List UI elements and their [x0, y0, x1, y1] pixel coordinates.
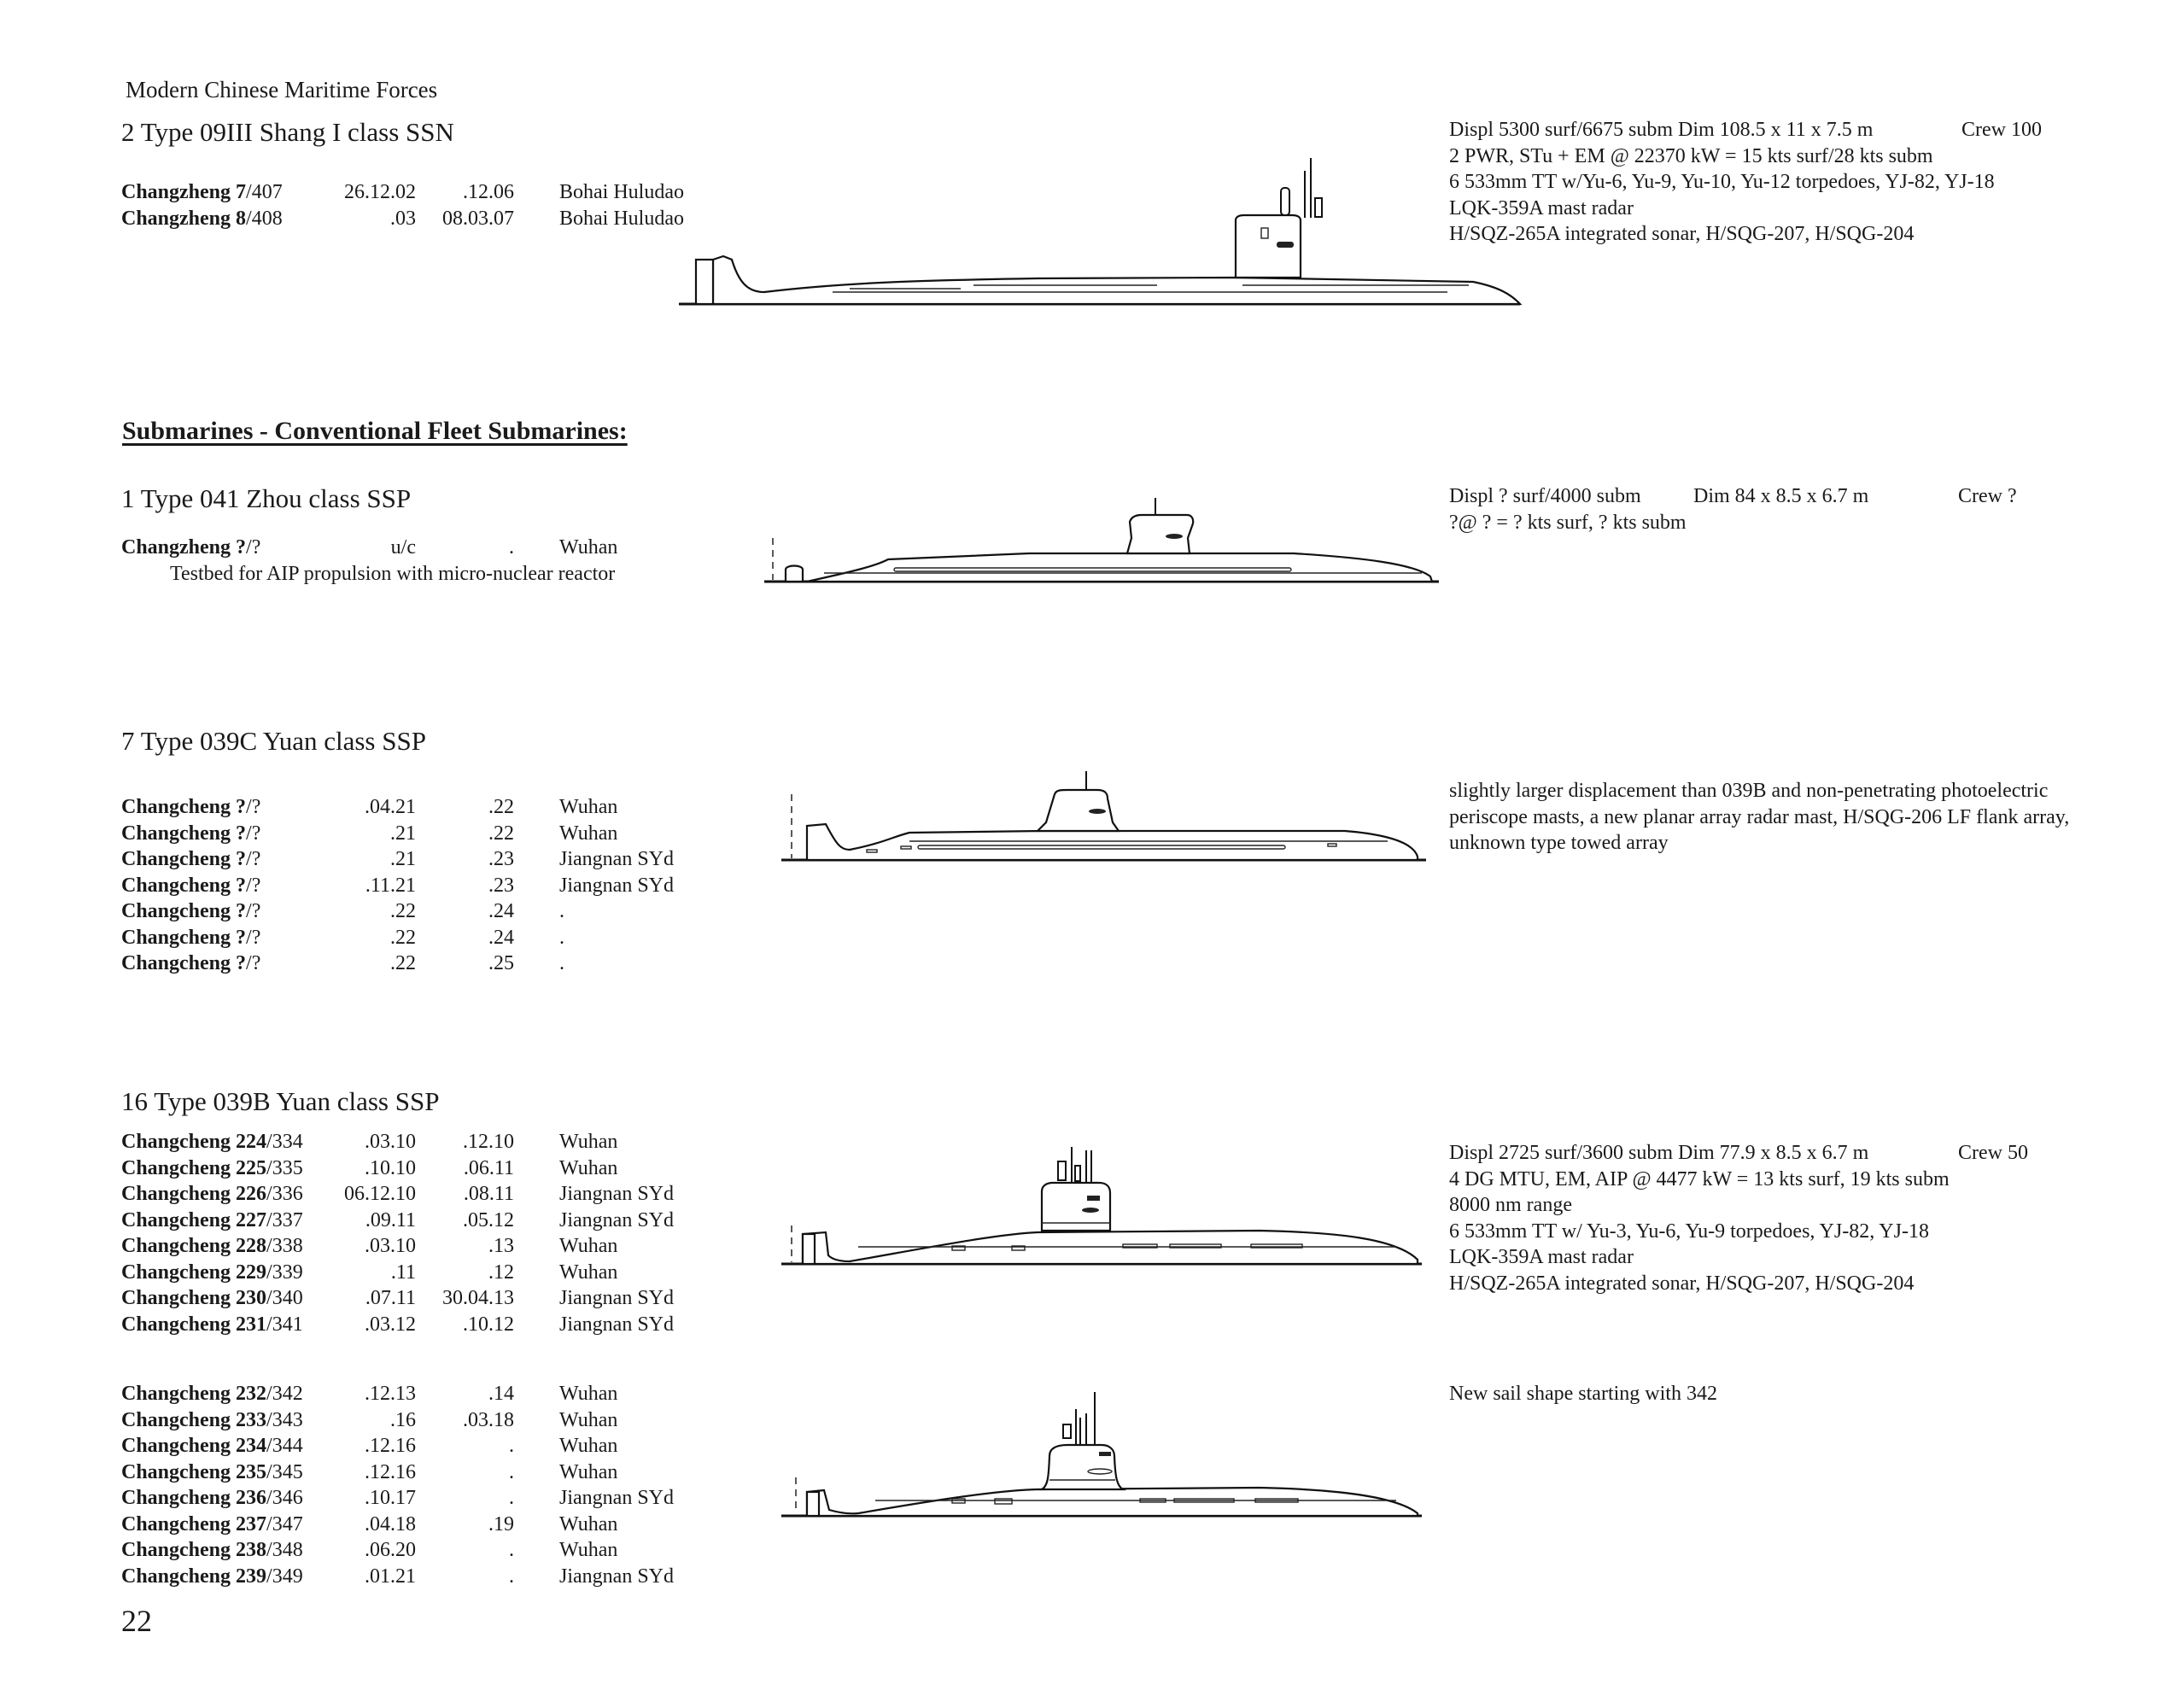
laid-down-date: .12.16	[365, 1460, 416, 1483]
laid-down-date: .11.21	[365, 874, 416, 897]
table-row	[121, 1233, 804, 1260]
table-row	[121, 1285, 804, 1312]
shipyard: Jiangnan SYd	[559, 1487, 674, 1509]
ship-name: Changzheng 7/407	[121, 181, 283, 203]
spec-block-yuan-b	[1449, 1140, 2028, 1296]
ship-name: Changcheng ?/?	[121, 822, 261, 845]
ship-name: Changcheng ?/?	[121, 796, 261, 818]
commission-date: .06.11	[463, 1156, 514, 1179]
ship-name: Changcheng 226/336	[121, 1183, 303, 1205]
laid-down-date: .11	[390, 1261, 416, 1284]
shipyard: Wuhan	[559, 1156, 618, 1179]
commission-date: .03.18	[463, 1408, 514, 1431]
table-row	[121, 898, 804, 925]
submarine-profile-type-09iii	[679, 154, 1524, 307]
sail-plane	[1089, 809, 1106, 814]
table-row	[121, 794, 804, 821]
spec-propulsion: 2 PWR, STu + EM @ 22370 kW = 15 kts surf/28 kts subm	[1449, 144, 1933, 167]
commission-date: .22	[488, 796, 514, 818]
ship-name: Changcheng ?/?	[121, 848, 261, 870]
spec-sonar: H/SQZ-265A integrated sonar, H/SQG-207, H/SQG-204	[1449, 223, 1915, 245]
ship-name: Changcheng 239/349	[121, 1565, 303, 1588]
ship-name: Changcheng 229/339	[121, 1261, 303, 1284]
ship-name: Changcheng ?/?	[121, 874, 261, 897]
periscope	[1281, 188, 1289, 215]
rudder	[803, 1234, 815, 1264]
submarine-profile-type-041	[764, 491, 1439, 585]
laid-down-date: .10.10	[365, 1156, 416, 1179]
laid-down-date: .10.17	[365, 1487, 416, 1509]
table-row	[121, 1129, 804, 1155]
laid-down-date: .07.11	[365, 1287, 416, 1309]
spec-radar: LQK-359A mast radar	[1449, 1246, 1634, 1268]
class-title-shang: 2 Type 09III Shang I class SSN	[121, 117, 454, 147]
class-description-yuan-c: slightly larger displacement than 039B and non-penetrating photoelectric periscope masts, a new planar array radar mast, H/SQG-206 LF flank array, unknown type towed array	[1449, 780, 2070, 854]
ship-name: Changcheng 228/338	[121, 1235, 303, 1257]
table-row	[121, 1312, 804, 1338]
table-row	[121, 1381, 804, 1407]
table-row	[121, 1537, 804, 1564]
ship-name: Changcheng 234/344	[121, 1435, 303, 1457]
shipyard: Bohai Huludao	[559, 207, 684, 230]
table-row	[121, 1459, 804, 1486]
spec-displacement-dimensions: Displ 5300 surf/6675 subm Dim 108.5 x 11 x 7.5 m	[1449, 119, 1874, 141]
submarine-profile-type-039b	[781, 1140, 1430, 1268]
ship-name: Changzheng ?/?	[121, 536, 261, 559]
ship-name: Changcheng ?/?	[121, 952, 261, 974]
section-heading: Submarines - Conventional Fleet Submarines:	[122, 417, 628, 445]
rudder	[696, 260, 713, 304]
hull-outline	[807, 1488, 1418, 1516]
sail-plane	[1082, 1208, 1099, 1213]
spec-radar: LQK-359A mast radar	[1449, 196, 1634, 219]
ship-name: Changcheng 235/345	[121, 1460, 303, 1483]
ship-name: Changcheng 236/346	[121, 1487, 303, 1509]
ship-name: Changcheng 233/343	[121, 1408, 303, 1431]
table-row	[121, 1181, 804, 1208]
laid-down-date: .22	[390, 900, 416, 922]
shipyard: Bohai Huludao	[559, 181, 684, 203]
ship-name: Changcheng 227/337	[121, 1208, 303, 1231]
shipyard: Wuhan	[559, 796, 618, 818]
propulsor-shroud	[786, 566, 803, 582]
laid-down-date: .09.11	[365, 1208, 416, 1231]
shipyard: Wuhan	[559, 1539, 618, 1561]
shipyard: Jiangnan SYd	[559, 1208, 674, 1231]
table-row	[121, 873, 804, 899]
submarine-profile-type-039c	[781, 764, 1430, 867]
shipyard: Wuhan	[559, 1408, 618, 1431]
laid-down-date: .03	[390, 207, 416, 230]
table-row	[121, 1485, 804, 1512]
spec-dimensions: Dim 84 x 8.5 x 6.7 m	[1693, 485, 1869, 507]
laid-down-date: .16	[390, 1408, 416, 1431]
sail	[1038, 790, 1119, 831]
spec-block-zhou	[1449, 483, 2017, 535]
shipyard: Wuhan	[559, 536, 618, 559]
spec-range: 8000 nm range	[1449, 1194, 1572, 1216]
spec-armament: 6 533mm TT w/Yu-6, Yu-9, Yu-10, Yu-12 torpedoes, YJ-82, YJ-18	[1449, 171, 1995, 193]
shipyard: Wuhan	[559, 1235, 618, 1257]
spec-armament: 6 533mm TT w/ Yu-3, Yu-6, Yu-9 torpedoes, YJ-82, YJ-18	[1449, 1220, 1929, 1243]
shipyard: Wuhan	[559, 1261, 618, 1284]
laid-down-date: .12.13	[365, 1383, 416, 1405]
table-row	[121, 925, 804, 951]
shipyard: .	[559, 952, 564, 974]
sail-window	[1087, 1196, 1100, 1201]
table-row	[121, 821, 804, 847]
ship-name: Changcheng ?/?	[121, 926, 261, 949]
shipyard: Wuhan	[559, 1435, 618, 1457]
commission-date: .05.12	[463, 1208, 514, 1231]
table-row	[121, 951, 804, 977]
sail-plane	[1166, 534, 1183, 539]
laid-down-date: .12.16	[365, 1435, 416, 1457]
laid-down-date: .21	[390, 822, 416, 845]
radar-mast	[1063, 1424, 1071, 1438]
table-row	[121, 846, 804, 873]
ship-name: Changzheng 8/408	[121, 207, 283, 230]
spec-block-shang	[1449, 117, 2042, 248]
laid-down-date: .04.21	[365, 796, 416, 818]
commission-date: .12	[488, 1261, 514, 1284]
commission-date: .22	[488, 822, 514, 845]
periscope	[1075, 1166, 1080, 1181]
ship-name: Changcheng 224/334	[121, 1131, 303, 1153]
commission-date: .10.12	[463, 1313, 514, 1336]
laid-down-date: .03.10	[365, 1235, 416, 1257]
laid-down-date: .01.21	[365, 1565, 416, 1588]
table-row	[121, 1407, 804, 1434]
commission-date: .	[509, 1460, 514, 1483]
commission-date: .23	[488, 848, 514, 870]
table-row	[121, 1433, 804, 1459]
shipyard: Jiangnan SYd	[559, 874, 674, 897]
commission-date: .	[509, 1435, 514, 1457]
spec-propulsion: ?@ ? = ? kts surf, ? kts subm	[1449, 511, 1687, 534]
radar-mast	[1315, 198, 1322, 217]
commission-date: .23	[488, 874, 514, 897]
laid-down-date: .03.12	[365, 1313, 416, 1336]
ship-table-yuan-b-group-1	[121, 1129, 804, 1337]
commission-date: 30.04.13	[442, 1287, 514, 1309]
laid-down-date: .04.18	[365, 1512, 416, 1535]
running-header: Modern Chinese Maritime Forces	[126, 77, 438, 102]
laid-down-date: 06.12.10	[344, 1183, 416, 1205]
laid-down-date: .06.20	[365, 1539, 416, 1561]
spec-crew: Crew 50	[1958, 1142, 2028, 1164]
shipyard: Jiangnan SYd	[559, 1313, 674, 1336]
commission-date: .24	[488, 900, 514, 922]
table-row	[121, 1512, 804, 1538]
ship-name: Changcheng ?/?	[121, 900, 261, 922]
shipyard: Jiangnan SYd	[559, 848, 674, 870]
ship-name: Changcheng 232/342	[121, 1383, 303, 1405]
laid-down-date: .21	[390, 848, 416, 870]
spec-displacement: Displ ? surf/4000 subm	[1449, 485, 1641, 507]
laid-down-date: .22	[390, 952, 416, 974]
commission-date: .	[509, 1565, 514, 1588]
shipyard: Wuhan	[559, 1460, 618, 1483]
class-title-yuan-b: 16 Type 039B Yuan class SSP	[121, 1086, 440, 1116]
table-row	[121, 535, 804, 561]
group-note-new-sail: New sail shape starting with 342	[1449, 1383, 1717, 1405]
sail	[1127, 515, 1193, 553]
commission-date: .	[509, 536, 514, 559]
ship-table-yuan-c	[121, 794, 804, 977]
table-row	[121, 1208, 804, 1234]
shipyard: Jiangnan SYd	[559, 1183, 674, 1205]
shipyard: Wuhan	[559, 822, 618, 845]
sail-plane	[1277, 242, 1294, 248]
page-number: 22	[121, 1604, 152, 1638]
shipyard: Jiangnan SYd	[559, 1565, 674, 1588]
spec-displacement-dimensions: Displ 2725 surf/3600 subm Dim 77.9 x 8.5 x 6.7 m	[1449, 1142, 1869, 1164]
ship-name: Changcheng 237/347	[121, 1512, 303, 1535]
commission-date: .19	[488, 1512, 514, 1535]
ship-name: Changcheng 238/348	[121, 1539, 303, 1561]
commission-date: .12.10	[463, 1131, 514, 1153]
laid-down-date: .22	[390, 926, 416, 949]
hull-outline	[713, 256, 1520, 304]
laid-down-date: .03.10	[365, 1131, 416, 1153]
commission-date: .08.11	[463, 1183, 514, 1205]
commission-date: .	[509, 1487, 514, 1509]
commission-date: .12.06	[463, 181, 514, 203]
spec-crew: Crew 100	[1961, 119, 2042, 141]
radar-mast	[1058, 1161, 1066, 1180]
sail	[1042, 1445, 1123, 1489]
commission-date: .25	[488, 952, 514, 974]
submarine-profile-type-039b-new-sail	[781, 1383, 1430, 1520]
class-note: Testbed for AIP propulsion with micro-nuclear reactor	[170, 562, 616, 585]
rudder	[807, 1492, 819, 1516]
ship-name: Changcheng 230/340	[121, 1287, 303, 1309]
commission-date: .	[509, 1539, 514, 1561]
commission-date: .24	[488, 926, 514, 949]
shipyard: .	[559, 926, 564, 949]
shipyard: .	[559, 900, 564, 922]
shipyard: Wuhan	[559, 1131, 618, 1153]
commission-date: .14	[488, 1383, 514, 1405]
table-row	[121, 1155, 804, 1182]
laid-down-date: u/c	[390, 536, 416, 559]
table-row	[121, 1260, 804, 1286]
commission-date: 08.03.07	[442, 207, 514, 230]
class-title-yuan-c: 7 Type 039C Yuan class SSP	[121, 726, 426, 756]
laid-down-date: 26.12.02	[344, 181, 416, 203]
table-row	[121, 1564, 804, 1590]
shipyard: Wuhan	[559, 1383, 618, 1405]
spec-sonar: H/SQZ-265A integrated sonar, H/SQG-207, H/SQG-204	[1449, 1272, 1915, 1295]
spec-propulsion: 4 DG MTU, EM, AIP @ 4477 kW = 13 kts surf, 19 kts subm	[1449, 1167, 1950, 1190]
class-title-zhou: 1 Type 041 Zhou class SSP	[121, 483, 412, 513]
shipyard: Wuhan	[559, 1512, 618, 1535]
spec-crew: Crew ?	[1958, 485, 2017, 507]
ship-name: Changcheng 225/335	[121, 1156, 303, 1179]
ship-name: Changcheng 231/341	[121, 1313, 303, 1336]
ship-table-yuan-b-group-2	[121, 1381, 804, 1589]
ship-table-zhou	[121, 535, 804, 587]
commission-date: .13	[488, 1235, 514, 1257]
sail-window	[1099, 1452, 1111, 1456]
shipyard: Jiangnan SYd	[559, 1287, 674, 1309]
